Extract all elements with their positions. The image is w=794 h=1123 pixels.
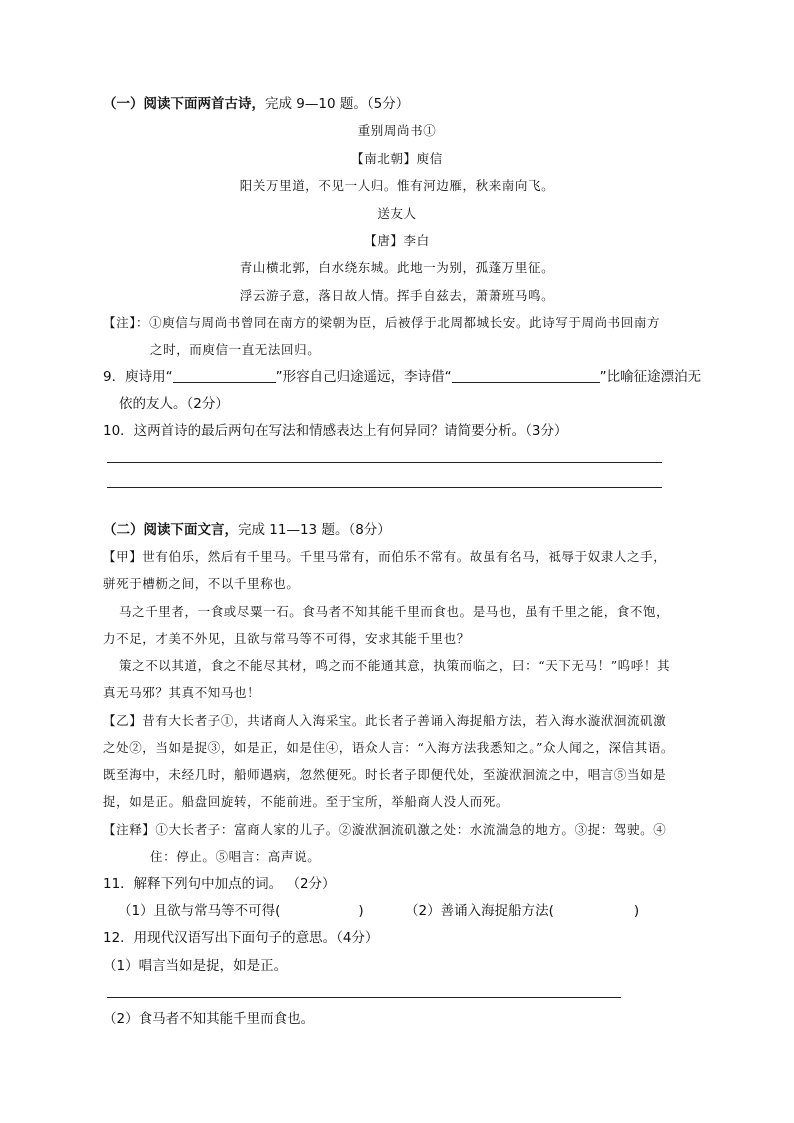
question-9-line-2: 依的友人。（2分） <box>119 396 229 412</box>
section2-heading-bold: （二）阅读下面文言， <box>103 522 238 538</box>
section2-heading-rest: 完成 11—13 题。（8分） <box>238 522 391 538</box>
q10-answer-line-2[interactable] <box>107 487 662 488</box>
question-9 <box>103 368 701 386</box>
q11-item-2-text: （2）善诵入海捉船方法( <box>405 903 554 919</box>
passage-yi-line-1: 【乙】昔有大长者子①，共诸商人入海采宝。此长者子善诵入海捉船方法，若入海水漩洑洄流矶激 <box>103 713 667 728</box>
poem2-author: 【唐】李白 <box>364 233 430 248</box>
q11-item-1-close: ) <box>358 903 364 919</box>
question-11: 11．解释下列句中加点的词。 （2分） <box>103 876 336 892</box>
section1-heading-rest: 完成 9—10 题。（5分） <box>265 96 410 112</box>
section2-heading <box>103 521 391 539</box>
q9-part3: ”比喻征途漂泊无 <box>599 369 702 385</box>
poem-note-line-1: 【注】：①庾信与周尚书曾同在南方的梁朝为臣，后被俘于北周都城长安。此诗写于周尚书回南方 <box>103 315 661 330</box>
poem1-line-1: 阳关万里道，不见一人归。惟有河边雁，秋来南向飞。 <box>239 178 555 193</box>
poem2-line-2: 浮云游子意，落日故人情。挥手自兹去，萧萧班马鸣。 <box>239 288 555 303</box>
q11-item-1-text: （1）且欲与常马等不可得( <box>118 903 281 919</box>
q10-answer-line-1[interactable] <box>107 462 662 463</box>
passage-jia-line-1: 【甲】世有伯乐，然后有千里马。千里马常有，而伯乐不常有。故虽有名马，祗辱于奴隶人之手， <box>103 549 667 564</box>
section1-heading <box>103 95 409 113</box>
passage-notes-line-1: 【注释】①大长者子：富商人家的儿子。②漩洑洄流矶激之处：水流湍急的地方。③捉：驾驶。④ <box>103 822 667 837</box>
passage-yi-line-4: 捉，如是正。船盘回旋转，不能前进。至于宝所，举船商人没人而死。 <box>103 794 510 809</box>
passage-jia-line-3: 马之千里者，一食或尽粟一石。食马者不知其能千里而食也。是马也，虽有千里之能，食不饱， <box>119 604 670 619</box>
passage-jia-line-5: 策之不以其道，食之不能尽其材，鸣之而不能通其意，执策而临之，曰：“天下无马！”呜呼！其 <box>119 658 671 673</box>
q9-part2: ”形容自己归途遥远，李诗借“ <box>275 369 452 385</box>
q9-part1: 9．庾诗用“ <box>103 369 173 385</box>
passage-jia-line-2: 骈死于槽枥之间，不以千里称也。 <box>103 576 300 591</box>
section1-heading-bold: （一）阅读下面两首古诗， <box>103 96 265 112</box>
passage-jia-line-4: 力不足，才美不外见，且欲与常马等不可得，安求其能千里也？ <box>103 631 470 646</box>
q12-answer-line[interactable] <box>107 997 621 998</box>
passage-notes-line-2: 住：停止。⑤唱言：高声说。 <box>150 849 321 864</box>
poem2-line-1: 青山横北郭，白水绕东城。此地一为别，孤蓬万里征。 <box>239 260 555 275</box>
q12-item-2: （2）食马者不知其能千里而食也。 <box>103 1011 315 1027</box>
poem2-title: 送友人 <box>377 206 417 221</box>
question-10: 10．这两首诗的最后两句在写法和情感表达上有何异同？请简要分析。（3分） <box>103 423 568 439</box>
poem-note-line-2: 之时，而庾信一直无法回归。 <box>150 342 321 357</box>
question-12: 12．用现代汉语写出下面句子的意思。（4分） <box>103 930 379 946</box>
passage-yi-line-3: 既至海中，未经几时，船师遇病，忽然便死。时长者子即便代处，至漩洑洄流之中，唱言⑤当如是 <box>103 767 667 782</box>
passage-jia-line-6: 真无马邪？其真不知马也！ <box>103 685 261 700</box>
passage-yi-line-2: 之处②，当如是捉③，如是正，如是住④，语众人言：“入海方法我悉知之。”众人闻之，深信其语。 <box>103 740 675 755</box>
q11-item-1 <box>118 902 364 920</box>
q12-item-1: （1）唱言当如是捉，如是正。 <box>103 958 288 974</box>
q9-blank-1[interactable] <box>173 368 276 383</box>
poem1-title: 重别周尚书① <box>357 123 437 138</box>
q9-blank-2[interactable] <box>452 368 600 383</box>
q11-item-2-close: ) <box>633 903 640 919</box>
q11-item-2 <box>405 902 639 920</box>
poem1-author: 【南北朝】庾信 <box>351 151 443 166</box>
